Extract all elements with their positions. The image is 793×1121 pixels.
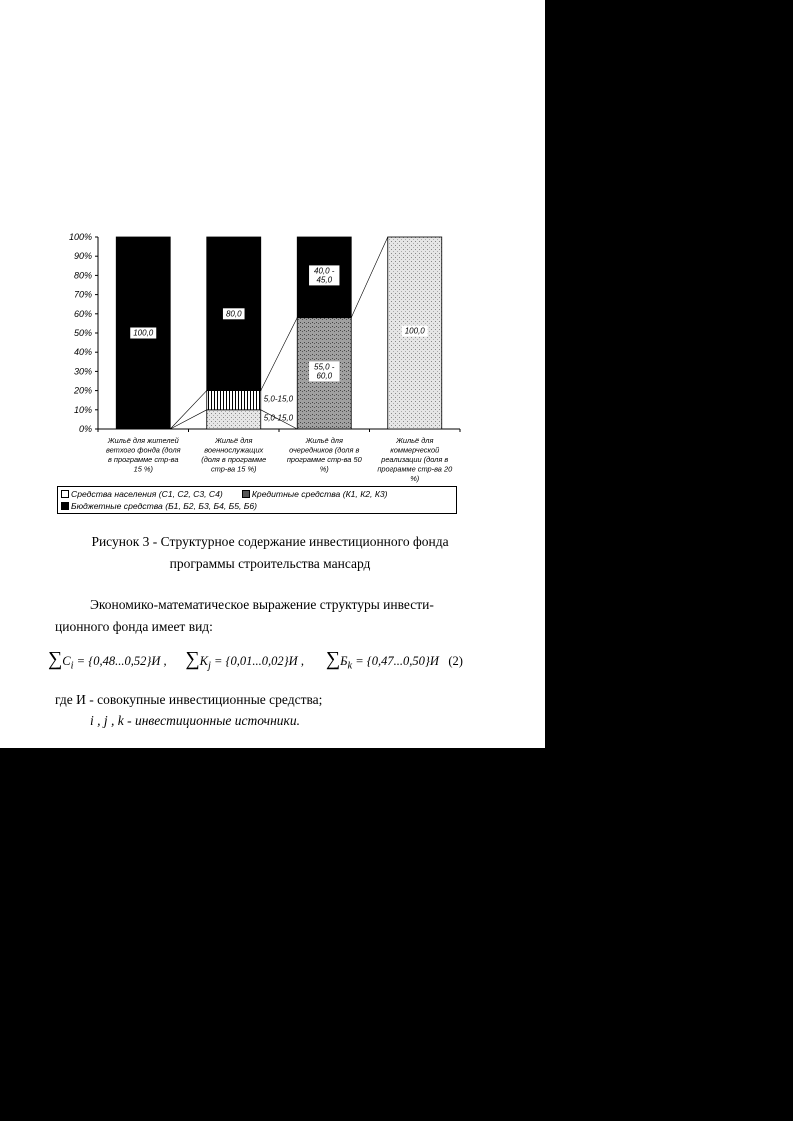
data-label: 5,0-15,0 — [263, 413, 294, 423]
category-label: коммерческой — [390, 445, 440, 455]
data-label: 40,0 - — [314, 266, 335, 276]
y-tick-label: 60% — [73, 308, 92, 319]
y-tick-label: 30% — [73, 366, 92, 377]
caption-line-1: Рисунок 3 - Структурное содержание инвестиционного фонда — [91, 534, 449, 549]
legend-swatch-budget — [61, 502, 69, 510]
category-label: программе стр-ва 50 — [286, 455, 362, 464]
category-label: ветхого фонда (доля — [105, 445, 181, 455]
figure-caption — [55, 531, 485, 575]
y-tick-label: 80% — [73, 270, 92, 281]
formula-term-b: Б — [340, 654, 348, 668]
legend-label-budget: Бюджетные средства (Б1, Б2, Б3, Б4, Б5, Б6) — [71, 501, 258, 511]
data-label: 55,0 - — [314, 362, 335, 372]
legend-row-2 — [61, 500, 453, 512]
y-tick-label: 20% — [73, 385, 92, 396]
category-label: программе стр-ва 20 — [377, 464, 453, 474]
connector-line — [170, 410, 207, 429]
connector-line — [351, 237, 388, 318]
connector-line — [170, 391, 207, 429]
equation-number: (2) — [448, 654, 463, 668]
y-tick-label: 100% — [68, 232, 92, 242]
category-label: реализации (доля в — [381, 455, 449, 464]
document-page — [0, 0, 545, 748]
y-tick-label: 70% — [73, 289, 92, 300]
formula-term-k: K — [199, 654, 208, 668]
category-label: %) — [410, 474, 420, 483]
paragraph-line-2: ционного фонда имеет вид: — [55, 619, 213, 634]
data-label: 80,0 — [225, 309, 242, 319]
category-label: Жильё для — [305, 436, 343, 445]
y-tick-label: 90% — [73, 251, 92, 262]
sum-sign-2: ∑ — [185, 648, 200, 670]
category-label: Жильё для — [215, 436, 253, 445]
category-label: очередников (доля в — [289, 445, 360, 455]
formula-value-c: = {0,48...0,52}И , — [76, 654, 167, 668]
category-label: военнослужащих — [204, 445, 264, 455]
legend-label-credit: Кредитные средства (К1, К2, К3) — [251, 489, 388, 499]
connector-line — [261, 318, 298, 391]
category-label: (доля в программе — [201, 455, 267, 464]
formula-value-b: = {0,47...0,50}И — [355, 654, 439, 668]
where-line-1: где И - совокупные инвестиционные средства; — [55, 692, 323, 707]
category-label: стр-ва 15 %) — [210, 464, 257, 474]
legend-swatch-credit — [242, 490, 250, 498]
data-label: 45,0 — [316, 275, 333, 285]
where-line-2: i , j , k - инвестиционные источники. — [90, 713, 300, 728]
data-label: 100,0 — [404, 326, 425, 336]
stacked-bar-chart — [55, 225, 475, 487]
chart-legend — [57, 486, 457, 514]
paragraph-line-1: Экономико-математическое выражение структуры инвести- — [90, 597, 434, 612]
category-label: в программе стр-ва — [107, 455, 179, 464]
bar-segment — [207, 391, 261, 410]
formula-2: $\sum C_i = \{0,48...0,52\}И$ , $\sum K_j = \{0,01...0,02\}И$ , $\sum Б_k = \{0,47...0,50\}И$ (2) — [48, 648, 463, 672]
formula-term-c: C — [62, 654, 71, 668]
caption-line-2: программы строительства мансард — [169, 556, 371, 571]
category-label: 15 %) — [133, 464, 153, 474]
category-label: Жильё для — [396, 436, 434, 445]
category-label: %) — [319, 464, 329, 474]
legend-row-1 — [61, 488, 453, 500]
category-label: Жильё для жителей — [107, 436, 179, 445]
y-tick-label: 50% — [73, 328, 92, 338]
formula-value-k: = {0,01...0,02}И , — [214, 654, 304, 668]
y-tick-label: 40% — [73, 347, 92, 358]
data-label: 5,0-15,0 — [263, 394, 294, 404]
data-label: 60,0 — [316, 371, 333, 381]
legend-label-population: Средства населения (С1, С2, С3, С4) — [71, 489, 223, 499]
sum-sign-3: ∑ — [325, 648, 341, 670]
sum-sign-1: ∑ — [48, 648, 63, 670]
y-tick-label: 0% — [78, 424, 92, 434]
data-label: 100,0 — [133, 328, 154, 338]
y-tick-label: 10% — [73, 404, 92, 415]
bar-segment — [207, 410, 261, 429]
legend-swatch-population — [61, 490, 69, 498]
